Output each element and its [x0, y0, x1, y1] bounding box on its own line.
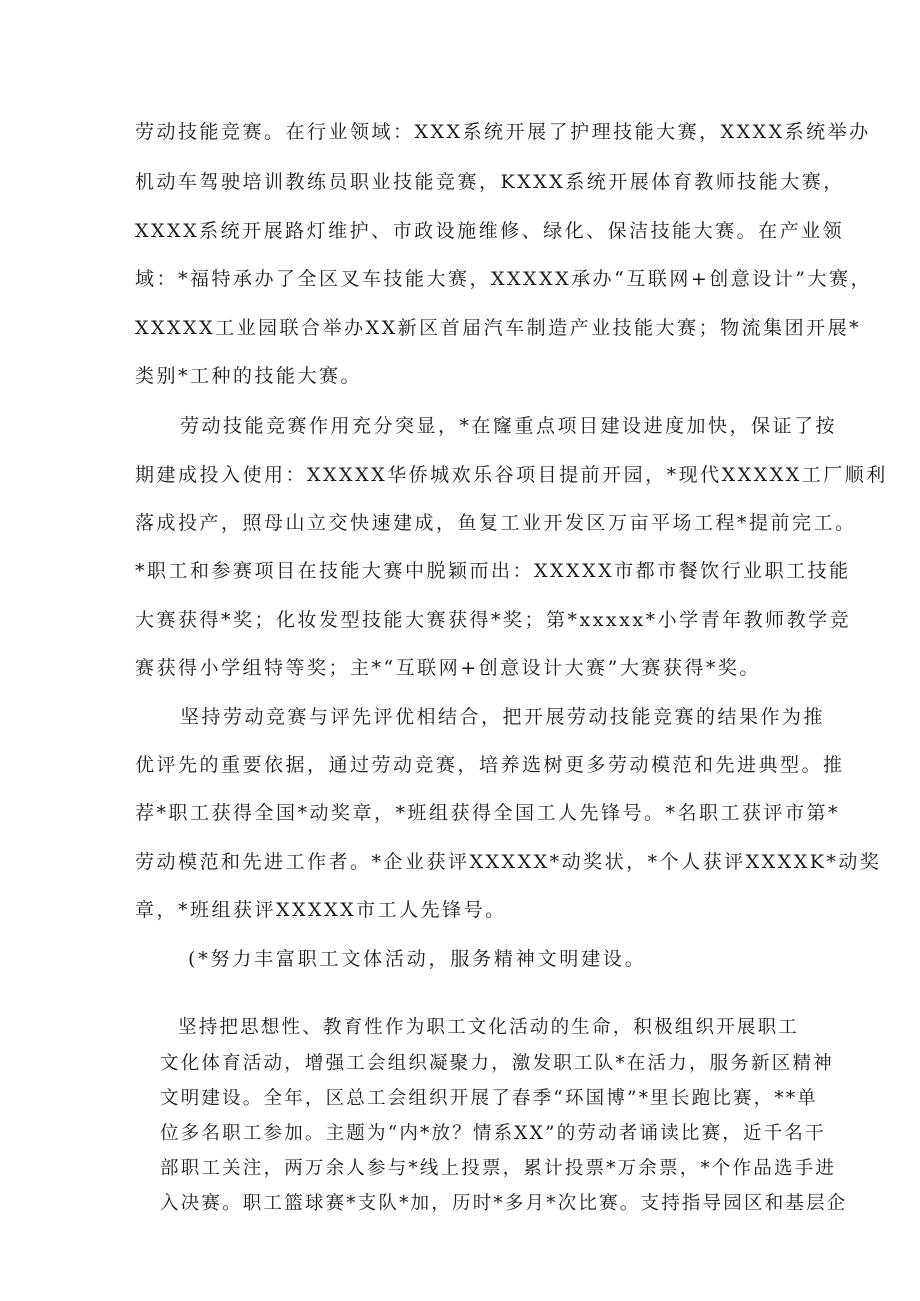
paragraph-line: 赛获得小学组特等奖；主*“互联网+创意设计大赛”大赛获得*奖。	[135, 657, 761, 679]
paragraph-line: 落成投产，照母山立交快速建成，鱼复工业开发区万亩平场工程*提前完工。	[135, 512, 857, 534]
paragraph-line: 大赛获得*奖；化妆发型技能大赛获得*奖；第*xxxxx*小学青年教师教学竞	[135, 609, 852, 631]
paragraph-line: 类别*工种的技能大赛。	[135, 365, 363, 387]
paragraph-line: 文明建设。全年，区总工会组织开展了春季“环国博”*里长跑比赛，**单	[160, 1088, 818, 1109]
paragraph-line: 期建成投入使用：XXXXX华侨城欢乐谷项目提前开园，*现代XXXXX工厂顺利	[135, 464, 888, 486]
paragraph-line: *职工和参赛项目在技能大赛中脱颖而出：XXXXX市都市餐饮行业职工技能	[135, 560, 851, 582]
paragraph-line: 部职工关注，两万余人参与*线上投票，累计投票*万余票，*个作品选手进	[160, 1158, 837, 1179]
paragraph-line: 入决赛。职工篮球赛*支队*加，历时*多月*次比赛。支持指导园区和基层企	[160, 1193, 848, 1214]
paragraph-line: 坚持劳动竞赛与评先评优相结合，把开展劳动技能竞赛的结果作为推	[180, 706, 826, 728]
paragraph-line: 文化体育活动，增强工会组织凝聚力，激发职工队*在活力，服务新区精神	[160, 1053, 834, 1074]
paragraph-line: 荐*职工获得全国*动奖章，*班组获得全国工人先锋号。*名职工获评市第*	[135, 802, 841, 824]
paragraph-line: 劳动模范和先进工作者。*企业获评XXXXX*动奖状，*个人获评XXXXK*动奖	[135, 851, 882, 873]
paragraph-line: 机动车驾驶培训教练员职业技能竞赛，KXXX系统开展体育教师技能大赛，	[135, 171, 845, 193]
paragraph-line: XXXX系统开展路灯维护、市政设施维修、绿化、保洁技能大赛。在产业领	[135, 220, 845, 242]
paragraph-line: 坚持把思想性、教育性作为职工文化活动的生命，积极组织开展职工	[178, 1017, 800, 1038]
paragraph-line: 优评先的重要依据，通过劳动竞赛，培养选树更多劳动模范和先进典型。推	[135, 754, 845, 776]
paragraph-line: XXXXX工业园联合举办XX新区首届汽车制造产业技能大赛；物流集团开展*	[135, 317, 862, 339]
paragraph-line: 劳动技能竞赛作用充分突显，*在窿重点项目建设进度加快，保证了按	[180, 415, 838, 437]
paragraph-line: 位多名职工参加。主题为“内*放？情系XX”的劳动者诵读比赛，近千名干	[160, 1123, 826, 1144]
section-heading: (*努力丰富职工文体活动，服务精神文明建设。	[188, 948, 647, 970]
paragraph-line: 域：*福特承办了全区叉车技能大赛，XXXXX承办“互联网+创意设计”大赛，	[135, 268, 872, 290]
paragraph-line: 劳动技能竞赛。在行业领域：XXX系统开展了护理技能大赛，XXXX系统举办	[135, 121, 871, 143]
paragraph-line: 章，*班组获评XXXXX市工人先锋号。	[135, 899, 507, 921]
